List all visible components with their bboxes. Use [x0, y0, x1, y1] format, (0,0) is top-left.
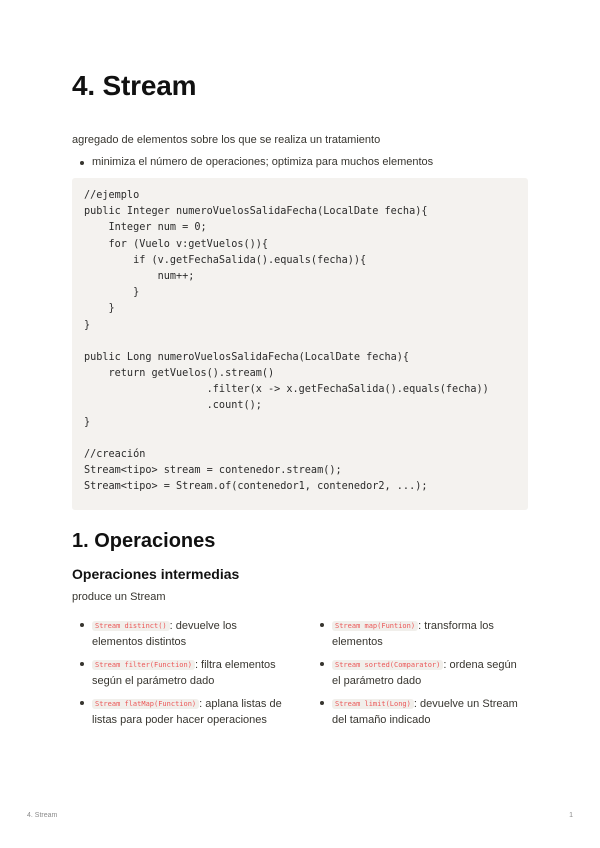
list-item [80, 696, 288, 728]
code-line [84, 334, 516, 350]
subsection-heading: Operaciones intermedias [72, 566, 240, 582]
code-line: num++; [84, 270, 195, 282]
inline-code: Stream map(Funtion) [332, 621, 418, 631]
list-item [320, 657, 528, 689]
code-line: public Long numeroVuelosSalidaFecha(LocalDate fecha){ [84, 351, 410, 363]
inline-code: Stream distinct() [92, 621, 170, 631]
code-line: } [84, 416, 91, 428]
inline-code: Stream flatMap(Function) [92, 699, 199, 709]
section-heading: 1. Operaciones [72, 530, 216, 552]
code-line: } [84, 303, 115, 315]
code-line: } [84, 319, 91, 331]
footer-title: 4. Stream [27, 812, 58, 819]
code-line: Stream<tipo> stream = contenedor.stream(); [84, 465, 342, 477]
code-line: } [84, 287, 140, 299]
code-line: .filter(x -> x.getFechaSalida().equals(fecha)) [84, 384, 489, 396]
list-item-text: : transforma los elementos [332, 620, 494, 648]
inline-code: Stream filter(Function) [92, 660, 195, 670]
code-line: for (Vuelo v:getVuelos()){ [84, 238, 269, 250]
list-item-text: : filtra elementos según el parámetro dado [92, 659, 276, 687]
inline-code: Stream limit(Long) [332, 699, 414, 709]
section-description: produce un Stream [72, 591, 166, 603]
list-item: minimiza el número de operaciones; optimiza para muchos elementos [80, 156, 433, 168]
code-line: return getVuelos().stream() [84, 368, 275, 380]
list-item [320, 696, 528, 728]
list-item-text: : devuelve un Stream del tamaño indicado [332, 698, 518, 726]
list-item [320, 618, 528, 650]
code-line: Integer num = 0; [84, 222, 207, 234]
intro-paragraph: agregado de elementos sobre los que se realiza un tratamiento [72, 134, 381, 146]
list-item-text: : ordena según el parámetro dado [332, 659, 517, 687]
code-line: public Integer numeroVuelosSalidaFecha(LocalDate fecha){ [84, 206, 428, 218]
code-block [72, 178, 528, 510]
page-title: 4. Stream [72, 70, 197, 101]
code-line: Stream<tipo> = Stream.of(contenedor1, contenedor2, ...); [84, 481, 428, 493]
code-line: .count(); [84, 400, 262, 412]
list-item [80, 657, 288, 689]
page-number: 1 [569, 812, 573, 819]
list-item-text: : aplana listas de listas para poder hacer operaciones [92, 698, 282, 726]
inline-code: Stream sorted(Comparator) [332, 660, 443, 670]
code-line: if (v.getFechaSalida().equals(fecha)){ [84, 254, 367, 266]
code-line: //ejemplo [84, 190, 140, 201]
code-line [84, 431, 516, 447]
list-item [80, 618, 288, 650]
list-item-text: : devuelve los elementos distintos [92, 620, 237, 648]
code-line: //creación [84, 449, 146, 460]
